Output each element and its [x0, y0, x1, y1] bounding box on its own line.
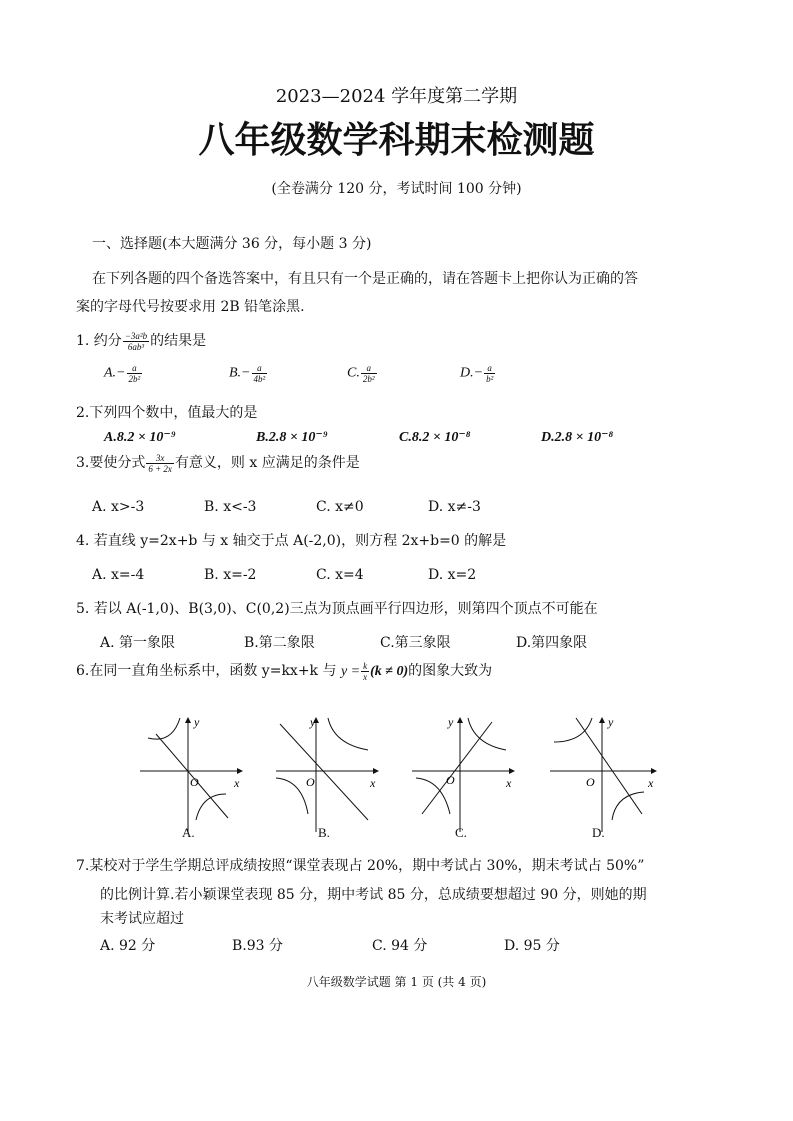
q6-fraction [361, 661, 369, 682]
q7-option-c[interactable]: C. 94 分 [372, 938, 428, 954]
q1-c-den: 2b² [362, 374, 375, 384]
q3-option-d[interactable]: D. x≠-3 [428, 499, 481, 515]
q6-graph-c[interactable] [408, 714, 524, 836]
q1-option-a-frac [127, 363, 143, 384]
q1-option-b-label: B.− [229, 365, 251, 381]
q6-graph-d-label: D. [592, 825, 605, 840]
q6-graph-a-label: A. [182, 825, 195, 840]
line-graph [280, 724, 368, 820]
q1-option-c-frac [361, 363, 377, 384]
y-axis-label: y [310, 715, 316, 729]
y-axis-label: y [448, 715, 454, 729]
q3-option-a[interactable]: A. x>-3 [92, 499, 145, 515]
q1-c-num: a [361, 363, 377, 374]
question-4-stem: 4. 若直线 y=2x+b 与 x 轴交于点 A(-2,0)，则方程 2x+b=0 的解是 [76, 533, 507, 549]
term-heading: 2023—2024 学年度第二学期 [275, 86, 518, 107]
q6-formula-y: y = [340, 664, 361, 679]
q2-option-a[interactable]: A.8.2 × 10⁻⁹ [104, 430, 176, 445]
q6-frac-num: k [363, 660, 368, 671]
section-heading: 一、选择题(本大题满分 36 分，每小题 3 分) [92, 236, 372, 252]
q4-option-d[interactable]: D. x=2 [428, 567, 477, 583]
q6-graph-a[interactable] [136, 714, 252, 836]
q1-option-b[interactable] [229, 363, 268, 384]
q6-pre: 6.在同一直角坐标系中，函数 y=kx+k 与 [76, 663, 337, 679]
q6-post: 的图象大致为 [408, 663, 493, 679]
q6-graph-b[interactable] [272, 714, 388, 836]
origin-label: O [586, 775, 595, 789]
line-graph [422, 722, 492, 814]
q5-option-d[interactable]: D.第四象限 [516, 635, 588, 651]
q7-option-a[interactable]: A. 92 分 [100, 938, 156, 954]
q1-post: 的结果是 [150, 333, 207, 349]
x-axis-label: x [370, 776, 376, 790]
q7-option-b[interactable]: B.93 分 [232, 938, 284, 954]
q1-option-c-label: C. [347, 365, 360, 381]
hyperbola-branch [468, 718, 506, 750]
question-7-line-1: 7.某校对于学生学期总评成绩按照“课堂表现占 20%，期中考试占 30%，期末考试占 50%” [76, 858, 645, 874]
q2-option-c[interactable]: C.8.2 × 10⁻⁸ [399, 430, 471, 445]
q5-option-c[interactable]: C.第三象限 [380, 635, 451, 651]
q6-graph-b-label: B. [318, 825, 330, 840]
q6-frac-den: x [363, 671, 368, 682]
question-7-line-2: 的比例计算.若小颖课堂表现 85 分，期中考试 85 分，总成绩要想超过 90 分，则她的期 [100, 887, 647, 903]
page-footer: 八年级数学试题 第 1 页 (共 4 页) [306, 975, 487, 989]
hyperbola-branch [328, 718, 368, 750]
q1-fraction [123, 331, 149, 352]
question-2-stem: 2.下列四个数中，值最大的是 [76, 405, 258, 421]
q3-option-c[interactable]: C. x≠0 [316, 499, 364, 515]
question-5-stem: 5. 若以 A(-1,0)、B(3,0)、C(0,2)三点为顶点画平行四边形，则第四个顶点不可能在 [76, 601, 598, 617]
q3-fraction [146, 453, 174, 474]
question-3-stem [76, 452, 360, 474]
x-axis-label: x [648, 776, 654, 790]
q3-frac-num: 3x [146, 453, 174, 464]
q1-frac-den: 6ab³ [127, 341, 145, 352]
q1-a-num: a [127, 363, 143, 374]
q1-option-d-label: D.− [460, 365, 484, 381]
q2-option-d[interactable]: D.2.8 × 10⁻⁸ [541, 430, 614, 445]
q5-option-b[interactable]: B.第二象限 [244, 635, 315, 651]
q1-option-d[interactable] [460, 363, 496, 384]
q4-option-a[interactable]: A. x=-4 [92, 567, 145, 583]
q3-option-b[interactable]: B. x<-3 [204, 499, 257, 515]
origin-label: O [190, 775, 199, 789]
y-axis-label: y [608, 715, 614, 729]
hyperbola-branch [276, 778, 308, 814]
q1-option-a[interactable] [104, 363, 143, 384]
q1-option-c[interactable] [347, 363, 378, 384]
y-axis-label: y [194, 715, 200, 729]
question-1-stem [76, 330, 206, 352]
q3-pre: 3.要使分式 [76, 455, 146, 471]
instruction-line-2: 案的字母代号按要求用 2B 铅笔涂黑. [76, 299, 305, 315]
question-7-line-3: 末考试应超过 [100, 911, 184, 927]
instruction-line-1: 在下列各题的四个备选答案中，有且只有一个是正确的，请在答题卡上把你认为正确的答 [92, 271, 638, 287]
hyperbola-branch [148, 718, 180, 739]
q6-graph-c-label: C. [455, 825, 467, 840]
q6-formula-tail: (k ≠ 0) [370, 664, 409, 679]
q2-option-b[interactable]: B.2.8 × 10⁻⁹ [256, 430, 328, 445]
q1-frac-num: −3a²b [124, 330, 148, 341]
origin-label: O [446, 773, 455, 787]
exam-subtitle: (全卷满分 120 分，考试时间 100 分钟) [271, 181, 522, 197]
q1-option-d-frac [484, 363, 495, 384]
exam-title: 八年级数学科期末检测题 [198, 119, 595, 161]
x-axis-label: x [234, 776, 240, 790]
q5-option-a[interactable]: A. 第一象限 [100, 635, 176, 651]
line-graph [576, 718, 642, 814]
q4-option-c[interactable]: C. x=4 [316, 567, 364, 583]
q1-b-den: 4b² [253, 374, 266, 384]
q1-a-den: 2b² [128, 374, 141, 384]
q3-post: 有意义，则 x 应满足的条件是 [174, 455, 360, 471]
q1-option-b-frac [252, 363, 268, 384]
question-6-stem [76, 660, 492, 682]
x-axis-label: x [506, 776, 512, 790]
q4-option-b[interactable]: B. x=-2 [204, 567, 257, 583]
q1-option-a-label: A.− [104, 365, 126, 381]
hyperbola-branch [554, 718, 592, 742]
q1-d-den: b² [486, 374, 494, 384]
origin-label: O [306, 775, 315, 789]
q3-frac-den: 6 + 2x [148, 463, 172, 474]
q1-b-num: a [252, 363, 268, 374]
q7-option-d[interactable]: D. 95 分 [504, 938, 560, 954]
hyperbola-branch [612, 792, 644, 820]
q6-graph-d[interactable] [546, 714, 662, 836]
q1-d-num: a [484, 363, 495, 374]
q1-pre: 1. 约分 [76, 333, 122, 349]
